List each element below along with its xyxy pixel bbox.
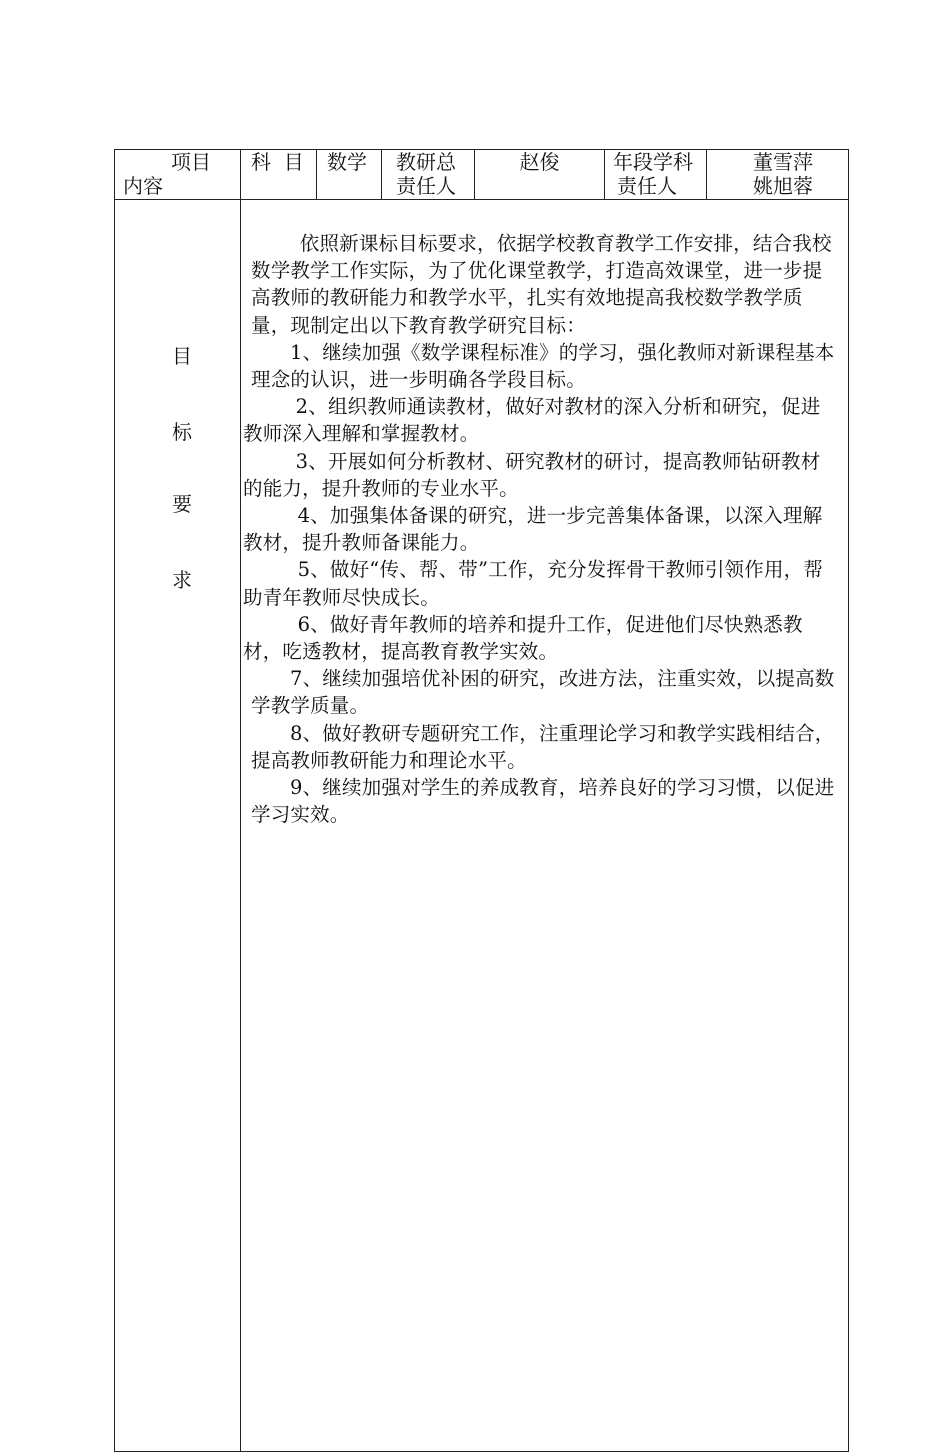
subject-label-cell: [241, 150, 317, 200]
grade-label-line2: 责任人: [617, 174, 677, 198]
goal-item: 6、做好青年教师的培养和提升工作，促进他们尽快熟悉教材，吃透教材，提高教育教学实效。: [243, 612, 803, 664]
intro-paragraph: 依照新课标目标要求，依据学校教育教学工作安排，结合我校数学教学工作实际，为了优化课堂教学，打造高效课堂，进一步提高教师的教研能力和教学水平，扎实有效地提高我校数学教学质量，现制定出以下教育教学研究目标：: [251, 232, 832, 337]
goals-text: [241, 200, 848, 828]
subject-label: 科 目: [251, 150, 304, 174]
section-label-char: 要: [172, 492, 192, 517]
lead-label-line2: 责任人: [396, 174, 456, 198]
lead-value: 赵俊: [519, 150, 560, 174]
subject-value: 数学: [327, 150, 367, 174]
section-label-char: 求: [172, 568, 192, 593]
section-label-char: 目: [172, 344, 192, 369]
goal-item: 7、继续加强培优补困的研究，改进方法，注重实效，以提高数学教学质量。: [251, 667, 835, 718]
section-label: [115, 200, 240, 1451]
lead-label-cell: [382, 150, 475, 200]
header-row: [115, 150, 849, 200]
goal-item: 8、做好教研专题研究工作，注重理论学习和教学实践相结合，提高教师教研能力和理论水平。: [251, 721, 835, 772]
lead-label-line1: 教研总: [396, 150, 456, 174]
goal-item: 5、做好“传、帮、带”工作，充分发挥骨干教师引领作用，帮助青年教师尽快成长。: [243, 558, 824, 609]
grade-label-line1: 年段学科: [613, 150, 693, 174]
goal-item: 9、继续加强对学生的养成教育，培养良好的学习习惯，以促进学习实效。: [251, 776, 835, 827]
item-content-header: [115, 150, 241, 200]
item-label: 项目: [171, 150, 211, 174]
goal-item: 3、开展如何分析教材、研究教材的研讨，提高教师钻研教材的能力，提升教师的专业水平。: [243, 449, 821, 500]
section-label-char: 标: [172, 420, 192, 445]
section-label-cell: [115, 200, 241, 1452]
body-row: [115, 200, 849, 1452]
goals-content-cell: [241, 200, 849, 1452]
content-label: 内容: [123, 174, 163, 198]
plan-table: [114, 149, 849, 1452]
subject-value-cell: [317, 150, 382, 200]
goal-item: 1、继续加强《数学课程标准》的学习，强化教师对新课程基本理念的认识，进一步明确各学段目标。: [251, 340, 835, 392]
grade-label-cell: [605, 150, 707, 200]
grade-value-line1: 董雪萍: [753, 150, 813, 174]
grade-value-line2: 姚旭蓉: [753, 174, 813, 198]
lead-value-cell: [475, 150, 605, 200]
goal-item: 2、组织教师通读教材，做好对教材的深入分析和研究，促进教师深入理解和掌握教材。: [243, 395, 821, 446]
grade-value-cell: [707, 150, 849, 200]
goal-item: 4、加强集体备课的研究，进一步完善集体备课，以深入理解教材，提升教师备课能力。: [243, 504, 823, 555]
